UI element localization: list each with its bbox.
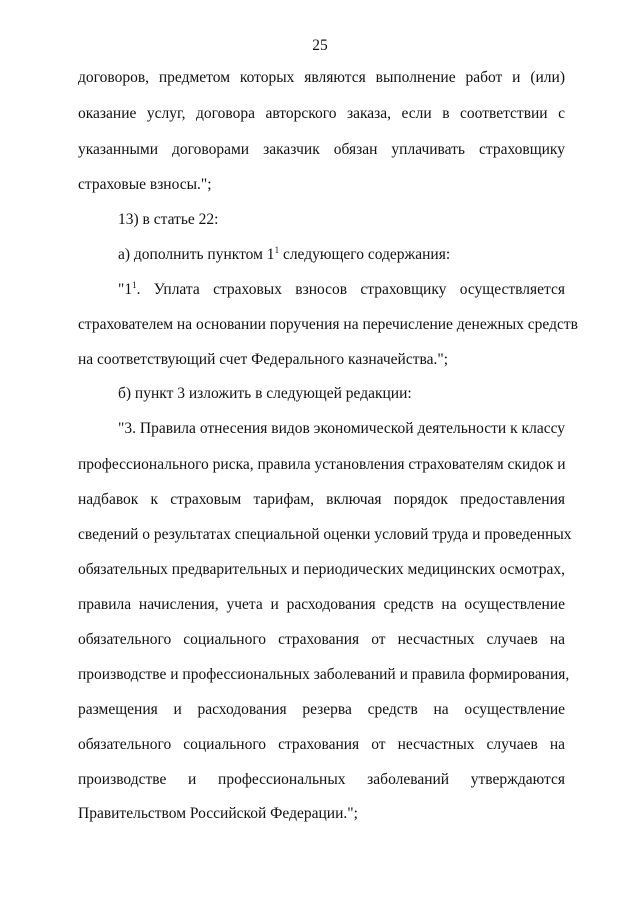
text-line: обязательного социального страхования от несчастных случаев на bbox=[78, 631, 565, 648]
text-line: производстве и профессиональных заболеваний утверждаются bbox=[78, 771, 565, 788]
text-line: правила начисления, учета и расходования средств на осуществление bbox=[78, 596, 565, 613]
text-line: размещения и расходования резерва средств на осуществление bbox=[78, 701, 565, 718]
superscript: 1 bbox=[274, 245, 280, 255]
superscript: 1 bbox=[132, 280, 137, 290]
text-fragment: следующего содержания: bbox=[279, 246, 451, 263]
text-line: обязательного социального страхования от несчастных случаев на bbox=[78, 736, 565, 753]
text-line: на соответствующий счет Федерального казначейства."; bbox=[78, 351, 449, 368]
text-line: договоров, предметом которых являются выполнение работ и (или) bbox=[78, 69, 565, 86]
text-line: производстве и профессиональных заболеваний и правила формирования, bbox=[78, 666, 570, 683]
text-line bbox=[118, 281, 565, 299]
item-heading: 13) в статье 22: bbox=[118, 211, 219, 228]
text-fragment: "1 bbox=[118, 281, 133, 298]
text-fragment: . Уплата страховых взносов страховщику осуществляется bbox=[136, 281, 565, 298]
text-line bbox=[118, 246, 450, 264]
text-line: указанными договорами заказчик обязан уплачивать страховщику bbox=[78, 141, 565, 158]
text-fragment: а) дополнить пунктом 1 bbox=[118, 246, 275, 263]
text-line: Правительством Российской Федерации."; bbox=[78, 805, 358, 822]
text-line: сведений о результатах специальной оценки условий труда и проведенных bbox=[78, 526, 572, 543]
text-line: страховые взносы."; bbox=[78, 176, 212, 193]
text-line: обязательных предварительных и периодических медицинских осмотрах, bbox=[78, 561, 565, 578]
text-line: профессионального риска, правила установления страхователям скидок и bbox=[78, 456, 566, 473]
text-line: оказание услуг, договора авторского заказа, если в соответствии с bbox=[78, 105, 565, 122]
item-heading: б) пункт 3 изложить в следующей редакции: bbox=[118, 385, 412, 402]
text-line: страхователем на основании поручения на перечисление денежных средств bbox=[78, 316, 578, 333]
text-line: надбавок к страховым тарифам, включая порядок предоставления bbox=[78, 491, 565, 508]
text-line: "3. Правила отнесения видов экономической деятельности к классу bbox=[118, 420, 565, 437]
page-number: 25 bbox=[312, 37, 328, 54]
